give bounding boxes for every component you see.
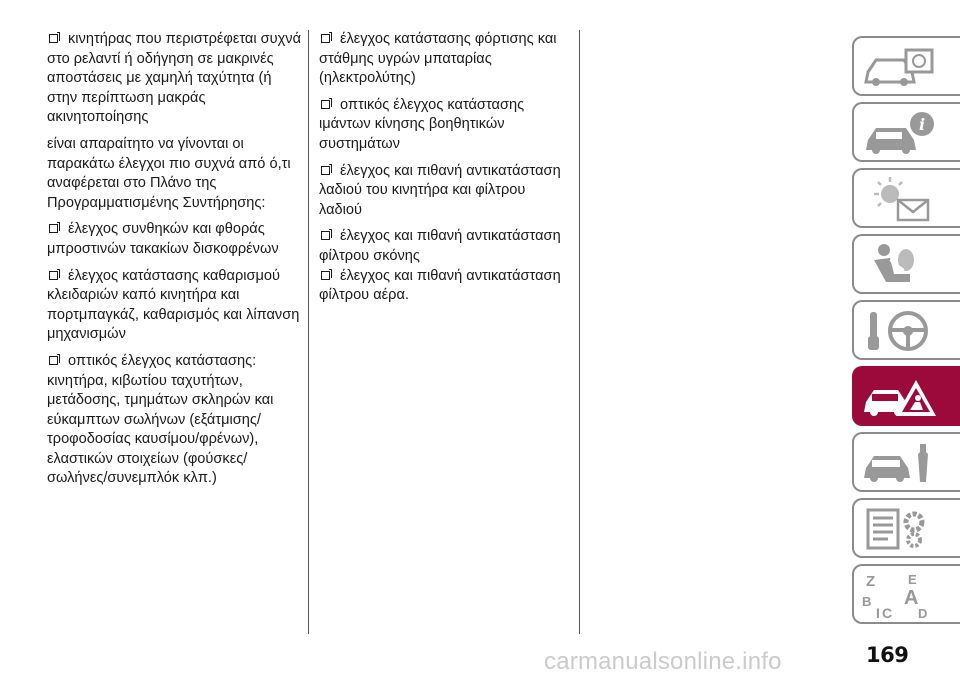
specifications-gear-icon (860, 504, 940, 554)
text-content: ελαστικών στοιχείων (φούσκες/ (47, 450, 248, 467)
tab-warning-lights[interactable] (852, 168, 960, 228)
tab-starting-driving[interactable] (852, 300, 960, 360)
text-line (319, 96, 581, 116)
chapter-tabs (852, 36, 960, 630)
watermark: carmanualsonline.info (544, 648, 782, 675)
text-line (47, 69, 297, 89)
index-letter: B (862, 594, 872, 609)
car-info-icon (860, 108, 940, 158)
tab-dashboard[interactable] (852, 36, 960, 96)
bullet-item (319, 267, 581, 306)
text-line (47, 430, 297, 450)
bullet-item (47, 220, 297, 259)
text-line (47, 194, 297, 214)
column-divider (579, 30, 580, 634)
text-line (319, 227, 581, 247)
alphabetical-index-icon (860, 570, 940, 620)
text-line (47, 372, 297, 392)
text-content: συστημάτων (319, 135, 400, 152)
bullet-item (47, 135, 297, 213)
text-content: λαδιού του κινητήρα και φίλτρου (319, 182, 526, 199)
column-divider (308, 30, 309, 634)
text-line (47, 267, 297, 287)
text-content: πορτμπαγκάζ, καθαρισμός και λίπανση (47, 306, 300, 323)
bullet-item (319, 227, 581, 266)
checkbox-bullet-icon (49, 224, 58, 233)
text-content: έλεγχος και πιθανή αντικατάσταση (340, 162, 561, 179)
index-letter: A (904, 587, 919, 609)
warning-light-envelope-icon (860, 174, 940, 224)
text-line (47, 352, 297, 372)
seat-airbag-icon (860, 240, 940, 290)
text-line (47, 135, 297, 155)
text-line (319, 201, 581, 221)
text-line (47, 391, 297, 411)
text-content: οπτικός έλεγχος κατάστασης: (68, 352, 257, 369)
text-line (319, 267, 581, 287)
text-content: μετάδοσης, τμημάτων σκληρών και (47, 392, 274, 409)
text-content: φίλτρου αέρα. (319, 287, 409, 304)
bullet-item (319, 162, 581, 221)
text-line (319, 181, 581, 201)
text-line (319, 115, 581, 135)
text-line (47, 240, 297, 260)
text-content: στάθμης υγρών μπαταρίας (319, 50, 492, 67)
tab-technical-data[interactable] (852, 498, 960, 558)
index-letter: Z (866, 573, 876, 590)
text-content: ιμάντων κίνησης βοηθητικών (319, 116, 505, 133)
text-line (47, 174, 297, 194)
tab-car-info[interactable] (852, 102, 960, 162)
text-line (319, 162, 581, 182)
text-line (319, 247, 581, 267)
text-content: κινητήρας που περιστρέφεται συχνά (68, 31, 302, 47)
text-line (319, 30, 581, 50)
text-content: στην περίπτωση μακράς (47, 89, 206, 106)
text-content: ακινητοποίησης (47, 109, 149, 126)
text-content: κλειδαριών καπό κινητήρα και (47, 287, 240, 304)
right-text-column (319, 30, 581, 313)
bullet-item (47, 30, 302, 128)
checkbox-bullet-icon (49, 34, 58, 43)
text-content: οπτικός έλεγχος κατάστασης (340, 96, 525, 113)
bullet-item (319, 30, 581, 89)
checkbox-bullet-icon (321, 166, 330, 175)
text-content: λαδιού (319, 201, 362, 218)
car-breakdown-warning-icon (860, 372, 940, 422)
bullet-item (319, 96, 581, 155)
text-content: είναι απαραίτητο να γίνονται οι (47, 135, 244, 152)
checkbox-bullet-icon (321, 231, 330, 240)
bullet-item (47, 267, 300, 345)
index-letter: E (908, 572, 917, 587)
text-content: Προγραμματισμένης Συντήρησης: (47, 194, 266, 211)
text-line (47, 220, 297, 240)
text-line (47, 89, 297, 109)
text-line (319, 69, 581, 89)
text-line (319, 135, 581, 155)
text-content: αποστάσεις με χαμηλή ταχύτητα (ή (47, 70, 272, 87)
text-content: τροφοδοσίας καυσίμου/φρένων), (47, 431, 259, 448)
text-content: στο ρελαντί ή οδήγηση σε μακρινές (47, 50, 274, 67)
text-content: μηχανισμών (47, 326, 126, 343)
text-line (47, 325, 297, 345)
text-line (47, 306, 300, 326)
tab-emergency[interactable] (852, 366, 960, 426)
text-content: σωλήνες/συνεμπλόκ κλπ.) (47, 470, 217, 487)
index-letter: I (876, 605, 880, 620)
checkbox-bullet-icon (321, 271, 330, 280)
bullet-item (47, 352, 297, 489)
car-dashboard-icon (860, 42, 940, 92)
checkbox-bullet-icon (49, 356, 58, 365)
text-content: έλεγχος και πιθανή αντικατάσταση (340, 267, 561, 284)
index-letter: D (918, 606, 928, 620)
text-line (319, 286, 581, 306)
tab-safety[interactable] (852, 234, 960, 294)
text-content: έλεγχος και πιθανή αντικατάσταση (340, 228, 561, 245)
text-line (319, 50, 581, 70)
text-line (47, 286, 297, 306)
checkbox-bullet-icon (321, 100, 330, 109)
car-wrench-icon (860, 438, 940, 488)
tab-maintenance[interactable] (852, 432, 960, 492)
text-line (47, 411, 297, 431)
index-letter: C (882, 605, 893, 620)
text-content: παρακάτω έλεγχοι πιο συχνά από ό,τι (47, 155, 291, 172)
text-content: εύκαμπτων σωλήνων (εξάτμισης/ (47, 411, 261, 428)
text-content: έλεγχος κατάστασης καθαρισμού (68, 267, 281, 284)
page-number: 169 (866, 643, 909, 667)
text-line (47, 450, 297, 470)
text-content: μπροστινών τακακίων δισκοφρένων (47, 240, 279, 257)
key-steering-wheel-icon (860, 306, 940, 356)
text-line (47, 30, 302, 50)
text-line (47, 108, 297, 128)
text-content: έλεγχος κατάστασης φόρτισης και (340, 31, 557, 47)
text-line (47, 469, 297, 489)
tab-index[interactable] (852, 564, 960, 624)
text-content: (ηλεκτρολύτης) (319, 70, 416, 87)
text-line (47, 155, 297, 175)
text-content: έλεγχος συνθηκών και φθοράς (68, 221, 265, 238)
text-content: φίλτρου σκόνης (319, 247, 420, 264)
text-content: κινητήρα, κιβωτίου ταχυτήτων, (47, 372, 243, 389)
checkbox-bullet-icon (321, 34, 330, 43)
text-content: αναφέρεται στο Πλάνο της (47, 175, 217, 192)
text-line (47, 50, 297, 70)
checkbox-bullet-icon (49, 271, 58, 280)
left-text-column (47, 30, 302, 496)
svg-text:i: i (919, 115, 926, 134)
